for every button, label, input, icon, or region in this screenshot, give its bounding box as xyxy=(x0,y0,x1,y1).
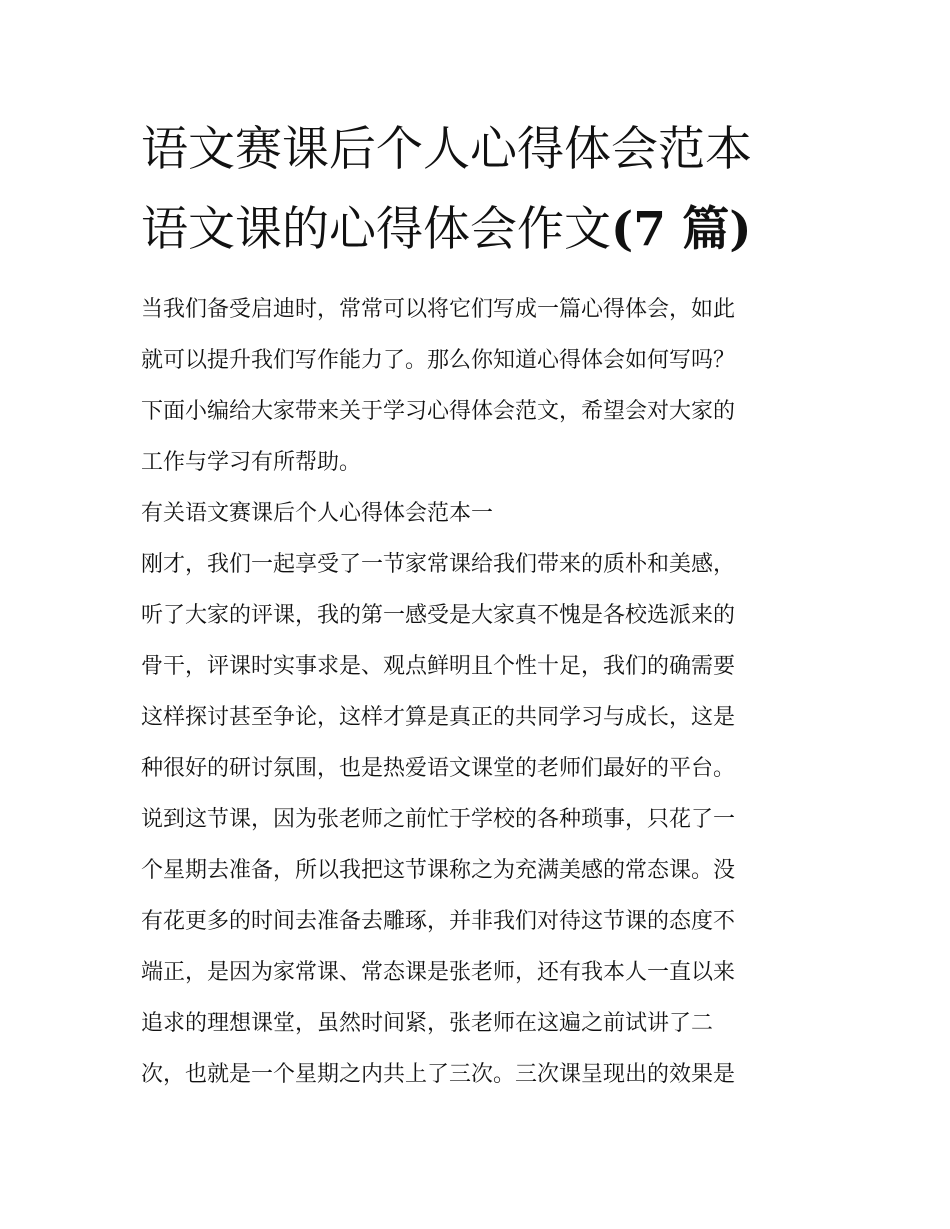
body-line: 这样探讨甚至争论，这样才算是真正的共同学习与成长，这是 xyxy=(141,705,736,730)
body-line: 种很好的研讨氛围，也是热爱语文课堂的老师们最好的平台。 xyxy=(141,756,736,781)
body-line: 当我们备受启迪时，常常可以将它们写成一篇心得体会，如此 xyxy=(141,297,736,322)
title-line-1: 语文赛课后个人心得体会范本 xyxy=(141,122,752,177)
body-line: 有花更多的时间去准备去雕琢，并非我们对待这节课的态度不 xyxy=(141,909,736,934)
document-title xyxy=(141,110,821,270)
document-page xyxy=(141,110,821,1100)
title-line-2-count: (7 篇) xyxy=(611,202,752,257)
body-line: 追求的理想课堂，虽然时间紧，张老师在这遍之前试讲了二 xyxy=(141,1011,714,1036)
body-line: 就可以提升我们写作能力了。那么你知道心得体会如何写吗？ xyxy=(141,348,736,373)
body-line: 个星期去准备，所以我把这节课称之为充满美感的常态课。没 xyxy=(141,858,736,883)
body-line: 刚才，我们一起享受了一节家常课给我们带来的质朴和美感， xyxy=(141,552,736,577)
section-heading: 有关语文赛课后个人心得体会范本一 xyxy=(141,501,494,526)
body-line: 工作与学习有所帮助。 xyxy=(141,450,362,475)
body-line: 说到这节课，因为张老师之前忙于学校的各种琐事，只花了一 xyxy=(141,807,736,832)
body-line: 端正，是因为家常课、常态课是张老师，还有我本人一直以来 xyxy=(141,960,736,985)
document-body xyxy=(141,284,821,1100)
title-line-2-text: 语文课的心得体会作文 xyxy=(141,202,611,257)
body-line: 次，也就是一个星期之内共上了三次。三次课呈现出的效果是 xyxy=(141,1062,736,1087)
body-line: 听了大家的评课，我的第一感受是大家真不愧是各校选派来的 xyxy=(141,603,736,628)
body-line: 骨干，评课时实事求是、观点鲜明且个性十足，我们的确需要 xyxy=(141,654,736,679)
title-line-2 xyxy=(141,190,821,270)
body-line: 下面小编给大家带来关于学习心得体会范文，希望会对大家的 xyxy=(141,399,736,424)
